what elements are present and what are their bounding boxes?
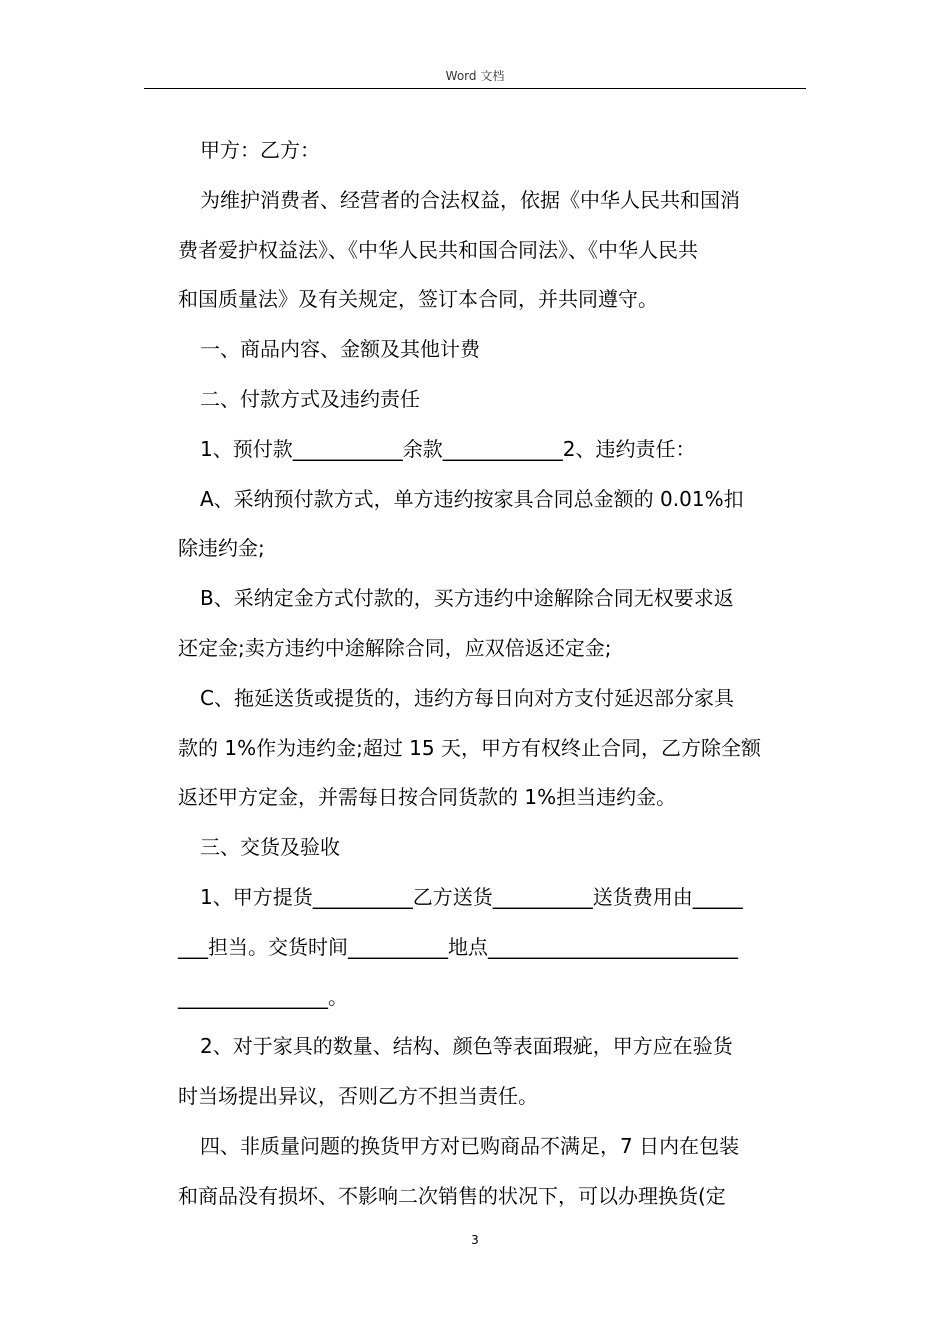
paragraph bbox=[178, 325, 808, 375]
paragraph-line: 还定金;卖方违约中途解除合同，应双倍返还定金; bbox=[178, 635, 612, 660]
paragraph-line: 一、商品内容、金额及其他计费 bbox=[200, 337, 480, 362]
paragraph-line: 为维护消费者、经营者的合法权益，依据《中华人民共和国消 bbox=[200, 187, 740, 212]
document-body bbox=[178, 126, 808, 1222]
paragraph bbox=[178, 176, 808, 325]
paragraph-line: C、拖延送货或提货的，违约方每日向对方支付延迟部分家具 bbox=[200, 685, 734, 710]
page-number: 3 bbox=[471, 1233, 479, 1247]
paragraph bbox=[178, 1022, 808, 1122]
header-divider bbox=[144, 88, 806, 89]
paragraph bbox=[178, 674, 808, 823]
paragraph-line: 1、预付款___________余款____________2、违约责任： bbox=[200, 436, 696, 461]
paragraph bbox=[178, 1122, 808, 1222]
paragraph-line: 2、对于家具的数量、结构、颜色等表面瑕疵，甲方应在验货 bbox=[200, 1034, 733, 1059]
paragraph-line: A、采纳预付款方式，单方违约按家具合同总金额的 0.01%扣 bbox=[200, 486, 744, 511]
paragraph-line: 甲方：乙方： bbox=[200, 138, 320, 162]
paragraph-line: 返还甲方定金，并需每日按合同货款的 1%担当违约金。 bbox=[178, 785, 677, 810]
page-header: Word 文档 bbox=[445, 69, 505, 83]
paragraph-line: ___担当。交货时间__________地点_________________________ bbox=[178, 934, 738, 959]
paragraph-line: 二、付款方式及违约责任 bbox=[200, 386, 420, 411]
paragraph-line: B、采纳定金方式付款的，买方违约中途解除合同无权要求返 bbox=[200, 586, 734, 611]
paragraph-line: 和国质量法》及有关规定，签订本合同，并共同遵守。 bbox=[178, 287, 658, 312]
paragraph bbox=[178, 126, 808, 176]
paragraph bbox=[178, 475, 808, 575]
paragraph-line: 除违约金; bbox=[178, 536, 265, 561]
paragraph-line: 四、非质量问题的换货甲方对已购商品不满足，7 日内在包装 bbox=[200, 1133, 740, 1158]
paragraph-line: 和商品没有损坏、不影响二次销售的状况下，可以办理换货(定 bbox=[178, 1183, 726, 1208]
paragraph-line: 三、交货及验收 bbox=[200, 835, 340, 860]
paragraph-line: 时当场提出异议，否则乙方不担当责任。 bbox=[178, 1084, 538, 1109]
paragraph-line: 费者爱护权益法》、《中华人民共和国合同法》、《中华人民共 bbox=[178, 237, 698, 262]
paragraph bbox=[178, 873, 808, 1022]
paragraph-line: _______________。 bbox=[178, 984, 348, 1009]
paragraph bbox=[178, 375, 808, 425]
paragraph bbox=[178, 823, 808, 873]
paragraph-line: 款的 1%作为违约金;超过 15 天，甲方有权终止合同，乙方除全额 bbox=[178, 735, 761, 760]
paragraph-line: 1、甲方提货__________乙方送货__________送货费用由_____ bbox=[200, 884, 743, 909]
paragraph bbox=[178, 425, 808, 475]
paragraph bbox=[178, 574, 808, 674]
